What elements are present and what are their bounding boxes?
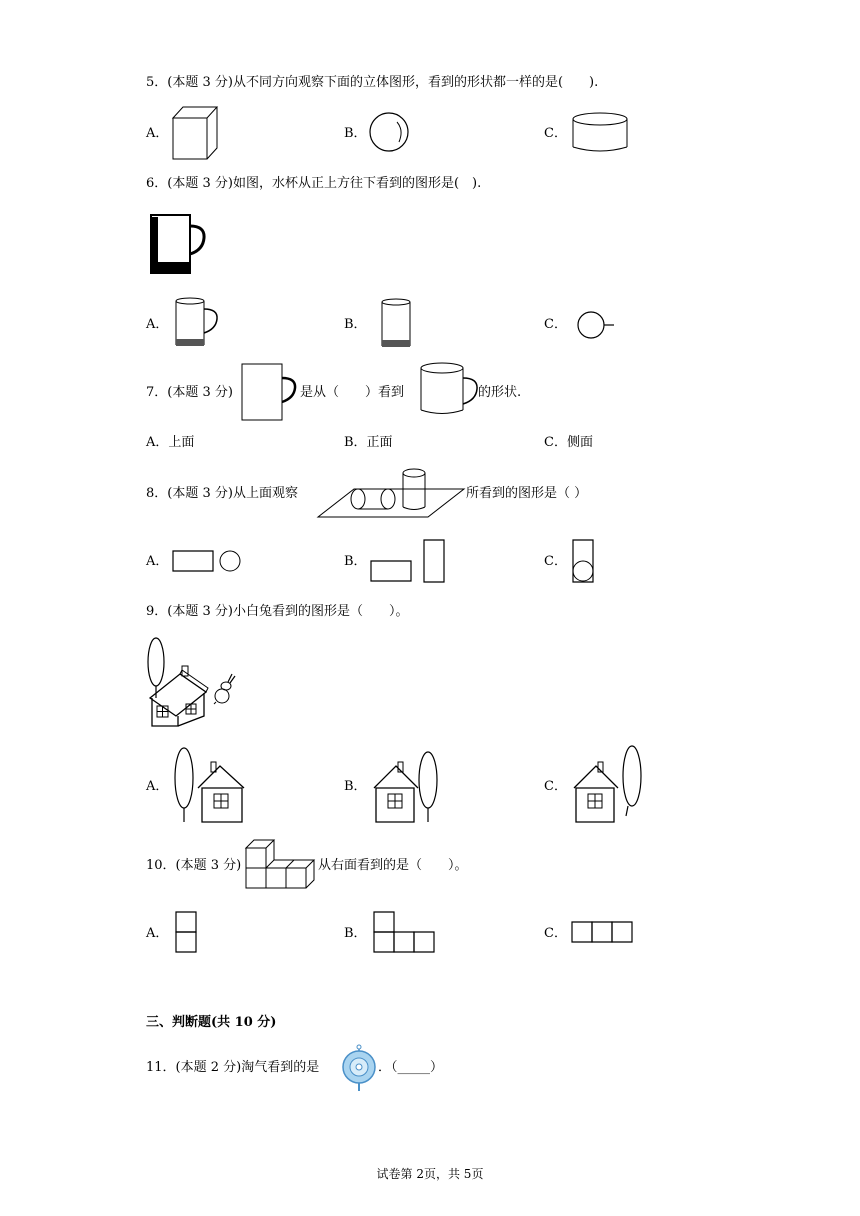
q10-stem-suffix: 从右面看到的是（ ）。 xyxy=(318,858,468,873)
q7-stem-prefix: 7．(本题 3 分) xyxy=(146,385,233,400)
q8-stem-suffix: 所看到的图形是（ ） xyxy=(466,486,588,501)
cup-side-view-icon xyxy=(174,297,222,353)
q10-option-c-label: C． xyxy=(544,926,567,941)
q5-option-a-label: A． xyxy=(146,126,169,141)
two-stacked-squares-icon xyxy=(174,910,200,956)
q7-option-a: A．上面 xyxy=(146,435,195,450)
cup-front-view-icon xyxy=(380,298,414,354)
sphere-figure xyxy=(369,112,411,154)
house-tree-rabbit-figure xyxy=(142,636,244,732)
q5-option-b-label: B． xyxy=(344,126,367,141)
rect-and-circle-icon xyxy=(172,549,244,575)
l-shape-squares-icon xyxy=(372,910,440,956)
cube-stack-figure xyxy=(242,838,318,892)
q6-stem: 6．(本题 3 分)如图，水杯从正上方往下看到的图形是( ). xyxy=(146,176,482,191)
tall-rect-with-circle-icon xyxy=(570,538,598,586)
cup-outline-view-icon xyxy=(240,362,298,422)
q6-option-a-label: A． xyxy=(146,317,169,332)
q10-stem-prefix: 10．(本题 3 分) xyxy=(146,858,242,873)
q11-stem-suffix: ．（_____） xyxy=(378,1060,444,1075)
q6-option-b-label: B． xyxy=(344,317,367,332)
q10-option-a-label: A． xyxy=(146,926,169,941)
q7-option-c: C．侧面 xyxy=(544,435,593,450)
q6-option-c-label: C． xyxy=(544,317,567,332)
q11-stem-prefix: 11．(本题 2 分)淘气看到的是 xyxy=(146,1060,320,1075)
teapot-top-view-icon xyxy=(342,1043,378,1093)
q10-option-b-label: B． xyxy=(344,926,367,941)
cup-top-view-icon xyxy=(577,311,617,341)
tree-left-house-icon xyxy=(172,746,248,828)
q8-option-c-label: C． xyxy=(544,554,567,569)
page-footer: 试卷第 2页，共 5页 xyxy=(376,1167,484,1181)
q8-option-a-label: A． xyxy=(146,554,169,569)
q9-option-b-label: B． xyxy=(344,779,367,794)
house-tree-behind-icon xyxy=(572,744,646,828)
three-squares-row-icon xyxy=(570,920,638,946)
rect-and-tall-rect-icon xyxy=(370,538,448,584)
q9-stem: 9．(本题 3 分)小白兔看到的图形是（ ）。 xyxy=(146,604,409,619)
house-tree-right-icon xyxy=(372,746,442,828)
cuboid-figure xyxy=(170,104,220,162)
q9-option-c-label: C． xyxy=(544,779,567,794)
q8-stem-prefix: 8．(本题 3 分)从上面观察 xyxy=(146,486,298,501)
q5-stem: 5．(本题 3 分)从不同方向观察下面的立体图形，看到的形状都一样的是( ). xyxy=(146,75,599,90)
q7-stem-middle: 是从（ ）看到 xyxy=(300,385,405,400)
cup-figure xyxy=(148,212,210,278)
cup-3d-icon xyxy=(420,362,480,420)
q7-stem-suffix: 的形状. xyxy=(478,385,522,400)
q8-option-b-label: B． xyxy=(344,554,367,569)
q5-option-c-label: C． xyxy=(544,126,567,141)
plane-with-cylinders-figure xyxy=(316,467,466,519)
q7-option-b: B．正面 xyxy=(344,435,393,450)
cylinder-figure xyxy=(572,111,632,155)
section-3-title: 三、判断题(共 10 分) xyxy=(146,1015,277,1030)
q9-option-a-label: A． xyxy=(146,779,169,794)
